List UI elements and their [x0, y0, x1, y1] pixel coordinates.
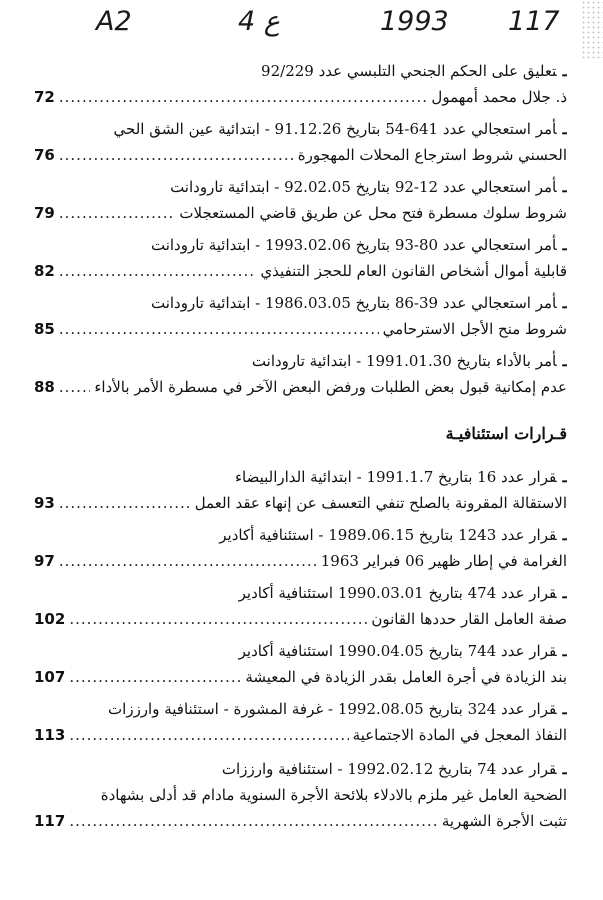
entry-subtitle: تثبت الأجرة الشهرية [441, 812, 567, 830]
entry-page-line [34, 84, 567, 110]
entry-title: ـأمر بالأداء بتاريخ 1991.01.30 - ابتدائية تارودانت [251, 352, 567, 370]
page-number: 76 [34, 146, 55, 164]
dot-leader [69, 606, 367, 632]
toc-entry [34, 580, 567, 632]
entry-page-line [34, 258, 567, 284]
entry-title: ـقرار عدد 744 بتاريخ 1990.04.05 استئنافية أكادير [238, 642, 567, 660]
entry-page-line [34, 142, 567, 168]
page-number: 88 [34, 378, 55, 396]
toc-entry [34, 638, 567, 690]
dot-leader [59, 200, 176, 226]
entry-page-line [34, 808, 567, 834]
toc-entry [34, 116, 567, 168]
dot-leader [59, 258, 257, 284]
entry-title: ـتعليق على الحكم الجنحي التلبسي عدد 92/229 [261, 62, 567, 80]
entry-subtitle: النفاذ المعجل في المادة الاجتماعية [352, 726, 567, 744]
page-number: 93 [34, 494, 55, 512]
toc-entry [34, 58, 567, 110]
entry-title: ـأمر استعجالي عدد 39-86 بتاريخ 1986.03.05 - ابتدائية تارودانت [150, 294, 567, 312]
toc-entry [34, 174, 567, 226]
entry-title: ـقرار عدد 474 بتاريخ 1990.03.01 استئنافية أكادير [238, 584, 567, 602]
dot-leader [59, 84, 428, 110]
entry-subtitle: قابلية أموال أشخاص القانون العام للحجز التنفيذي [260, 262, 567, 280]
dot-leader [59, 316, 379, 342]
page-number: 82 [34, 262, 55, 280]
page-number: 107 [34, 668, 66, 686]
entry-subtitle: ذ. جلال محمد أمهمول [431, 88, 567, 106]
page-number: 79 [34, 204, 55, 222]
page-number: 85 [34, 320, 55, 338]
dot-leader [69, 664, 241, 690]
toc-entry [34, 464, 567, 516]
toc-entry [34, 696, 567, 748]
entry-subtitle: الحسني شروط استرجاع المحلات المهجورة [297, 146, 567, 164]
entry-subtitle: شروط منح الأجل الاسترحامي [382, 320, 567, 338]
entry-page-line [34, 548, 567, 574]
entry-subtitle: شروط سلوك مسطرة فتح محل عن طريق قاضي المستعجلات [179, 204, 567, 222]
dot-leader [59, 548, 317, 574]
entry-page-line [34, 200, 567, 226]
entry-subtitle: بند الزيادة في أجرة العامل بقدر الزيادة في المعيشة [245, 668, 567, 686]
page-number: 102 [34, 610, 66, 628]
handwritten-mark-b: 4 ع [238, 6, 280, 37]
scan-noise [581, 0, 603, 60]
page-number: 113 [34, 726, 66, 744]
entry-title: ـأمر استعجالي عدد 12-92 بتاريخ 92.02.05 - ابتدائية تارودانت [170, 178, 567, 196]
entry-page-line [34, 664, 567, 690]
entry-subtitle: صفة العامل القار حددها القانون [371, 610, 567, 628]
entry-subtitle: عدم إمكانية قبول بعض الطلبات ورفض البعض الآخر في مسطرة الأمر بالأداء [94, 378, 567, 396]
entry-description: الضحية العامل غير ملزم بالادلاء بلائحة الأجرة السنوية مادام قد أدلى بشهادة [100, 786, 567, 804]
toc-entry [34, 522, 567, 574]
handwritten-year: 1993 [380, 6, 449, 37]
section-heading: قـرارات استئنافيـة [445, 424, 567, 443]
dot-leader [59, 374, 90, 400]
page-number: 97 [34, 552, 55, 570]
handwritten-mark-a: A2 [96, 6, 132, 37]
dot-leader [69, 722, 348, 748]
dot-leader [59, 490, 191, 516]
entry-title: ـقرار عدد 324 بتاريخ 1992.08.05 - غرفة المشورة - استئنافية وارززات [108, 700, 567, 718]
entry-title: ـأمر استعجالي عدد 80-93 بتاريخ 1993.02.06 - ابتدائية تارودانت [150, 236, 567, 254]
handwritten-page-number: 117 [508, 6, 560, 37]
toc-entry [34, 232, 567, 284]
entry-title: ـقرار عدد 16 بتاريخ 1991.1.7 - ابتدائية الدارالبيضاء [234, 468, 567, 486]
entry-page-line [34, 490, 567, 516]
entry-subtitle: الغرامة في إطار ظهير 06 فبراير 1963 [320, 552, 567, 570]
dot-leader [69, 808, 438, 834]
entry-title: ـقرار عدد 74 بتاريخ 1992.02.12 - استئنافية وارززات [221, 760, 567, 778]
entry-page-line [34, 316, 567, 342]
entry-page-line [34, 722, 567, 748]
toc-entry [34, 348, 567, 400]
page-number: 72 [34, 88, 55, 106]
entry-page-line [34, 606, 567, 632]
toc-entry [34, 290, 567, 342]
toc-entry [34, 756, 567, 834]
entry-title: ـقرار عدد 1243 بتاريخ 1989.06.15 - استئنافية أكادير [219, 526, 567, 544]
entry-title: ـأمر استعجالي عدد 641-54 بتاريخ 91.12.26 - ابتدائية عين الشق الحي [113, 120, 567, 138]
entry-page-line [34, 374, 567, 400]
dot-leader [59, 142, 294, 168]
page-number: 117 [34, 812, 66, 830]
entry-subtitle: الاستقالة المقرونة بالصلح تنفي التعسف عن إنهاء عقد العمل [194, 494, 567, 512]
